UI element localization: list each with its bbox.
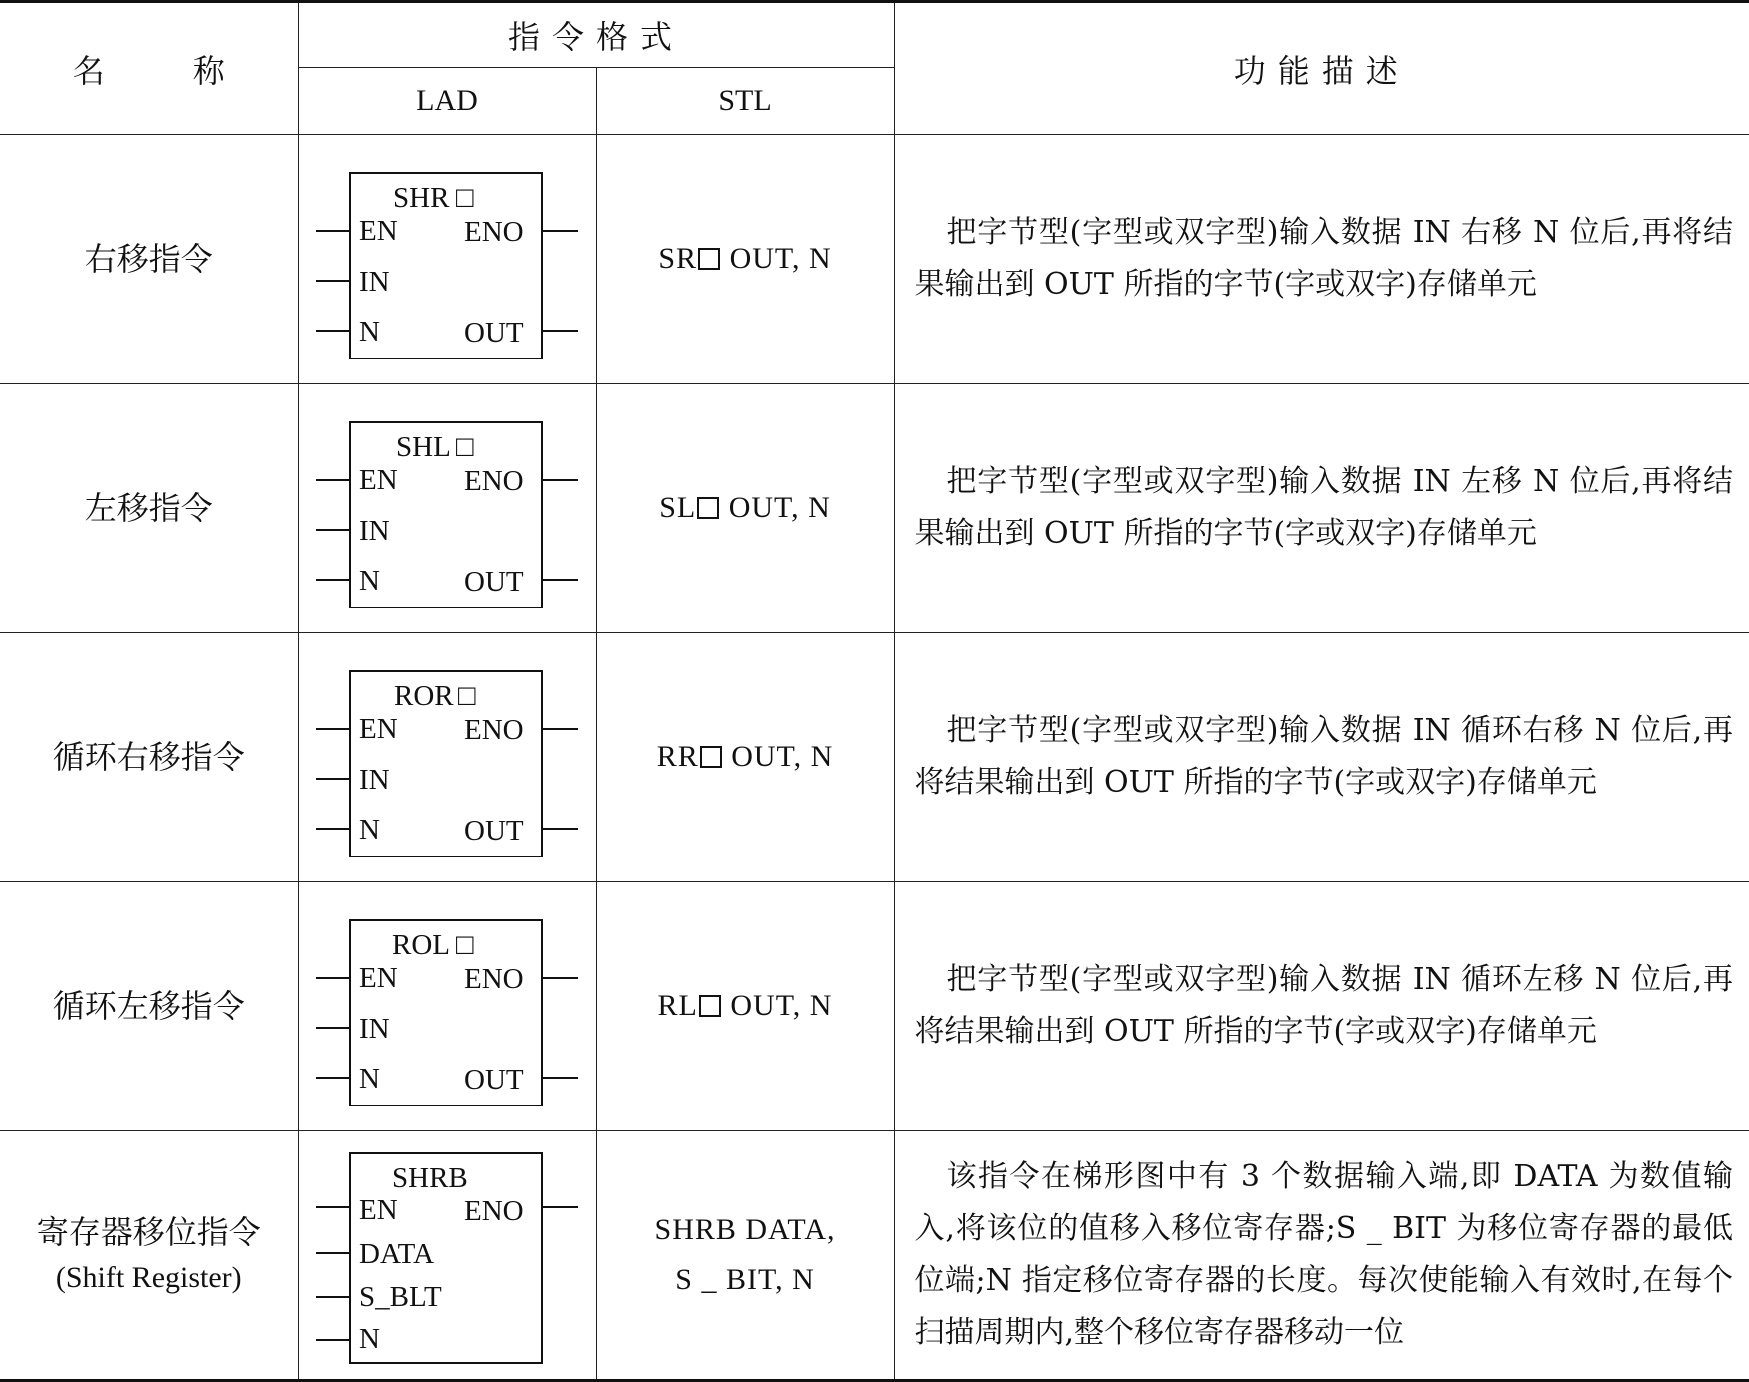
lad-block-diagram [312,408,582,608]
lad-input-label: EN [359,962,398,994]
box-symbol-icon [697,497,719,519]
lad-input-label: EN [359,464,398,496]
lad-block-diagram [312,657,582,857]
table-row [0,135,1749,384]
lad-cell [298,882,596,1131]
stl-cell [596,882,894,1131]
lad-title: ROL [392,929,450,961]
table-row [0,882,1749,1131]
lad-block-diagram [312,159,582,359]
table-row [0,384,1749,633]
lad-output-label: ENO [464,465,524,497]
lad-output-label: OUT [464,317,524,349]
row-name: 循环左移指令 [0,882,298,1131]
stl-opcode: RL [657,989,698,1022]
lad-output-label: ENO [464,1195,524,1227]
stl-operands: OUT, N [731,740,834,773]
header-row-1 [0,2,1749,68]
lad-cell [298,384,596,633]
row-name: 左移指令 [0,384,298,633]
row-description: 该指令在梯形图中有 3 个数据输入端,即 DATA 为数值输入,将该位的值移入移位寄存器;S _ BIT 为移位寄存器的最低位端;N 指定移位寄存器的长度。每次使能输入有效时,在每个扫描周期内,整个移位寄存器移动一位 [894,1131,1749,1381]
lad-input-label: IN [359,515,390,547]
table-row [0,633,1749,882]
stl-operands: OUT, N [730,989,833,1022]
row-name: 循环右移指令 [0,633,298,882]
lad-input-label: IN [359,764,390,796]
row-description: 把字节型(字型或双字型)输入数据 IN 右移 N 位后,再将结果输出到 OUT 所指的字节(字或双字)存储单元 [894,135,1749,384]
stl-cell [596,633,894,882]
lad-input-label: S_BLT [359,1281,442,1313]
lad-box-symbol: □ [458,680,476,712]
lad-box-symbol: □ [456,929,474,961]
lad-output-label: OUT [464,1064,524,1096]
table-row [0,1131,1749,1381]
header-stl-cell: STL [596,68,894,135]
lad-output-label: OUT [464,815,524,847]
stl-opcode: SL [659,491,697,524]
header-function-cell: 功能描述 [894,2,1749,135]
box-symbol-icon [700,746,722,768]
lad-input-label: N [359,316,380,348]
stl-cell [596,135,894,384]
header-lad-cell: LAD [298,68,596,135]
lad-output-label: ENO [464,963,524,995]
lad-input-label: EN [359,713,398,745]
row-description: 把字节型(字型或双字型)输入数据 IN 左移 N 位后,再将结果输出到 OUT 所指的字节(字或双字)存储单元 [894,384,1749,633]
row-description: 把字节型(字型或双字型)输入数据 IN 循环右移 N 位后,再将结果输出到 OUT 所指的字节(字或双字)存储单元 [894,633,1749,882]
box-symbol-icon [698,248,720,270]
row-name: 右移指令 [0,135,298,384]
lad-title: ROR [394,680,454,712]
lad-title: SHR [393,182,450,214]
stl-cell [596,1131,894,1381]
stl-opcode: SR [658,242,698,275]
lad-block-diagram [312,906,582,1106]
stl-operands: OUT, N [729,242,832,275]
lad-input-label: DATA [359,1238,435,1270]
lad-input-label: EN [359,1194,398,1226]
row-name: 寄存器移位指令 [36,1213,261,1251]
box-symbol-icon [699,995,721,1017]
lad-input-label: IN [359,1013,390,1045]
stl-opcode: RR [656,740,699,773]
row-name-cell [0,1131,298,1381]
lad-title: SHRB [392,1162,468,1194]
lad-input-label: EN [359,215,398,247]
lad-input-label: IN [359,266,390,298]
lad-input-label: N [359,1063,380,1095]
lad-cell [298,135,596,384]
lad-input-label: N [359,814,380,846]
header-format-cell: 指令格式 [298,2,894,68]
lad-input-label: N [359,565,380,597]
header-name-char-1: 名 [72,51,105,90]
lad-output-label: OUT [464,566,524,598]
header-name-cell [0,2,298,135]
header-name-char-2: 称 [192,51,225,90]
stl-operands: OUT, N [728,491,831,524]
lad-block-diagram [312,1143,582,1367]
lad-box-symbol: □ [456,182,474,214]
lad-output-label: ENO [464,714,524,746]
lad-output-label: ENO [464,216,524,248]
lad-box-symbol: □ [456,431,474,463]
lad-title: SHL [396,431,451,463]
row-name-english: (Shift Register) [55,1261,242,1294]
lad-cell [298,1131,596,1381]
lad-input-label: N [359,1323,380,1355]
stl-line: S _ BIT, N [675,1263,815,1296]
row-description: 把字节型(字型或双字型)输入数据 IN 循环左移 N 位后,再将结果输出到 OUT 所指的字节(字或双字)存储单元 [894,882,1749,1131]
stl-cell [596,384,894,633]
lad-cell [298,633,596,882]
stl-line: SHRB DATA, [654,1213,836,1246]
